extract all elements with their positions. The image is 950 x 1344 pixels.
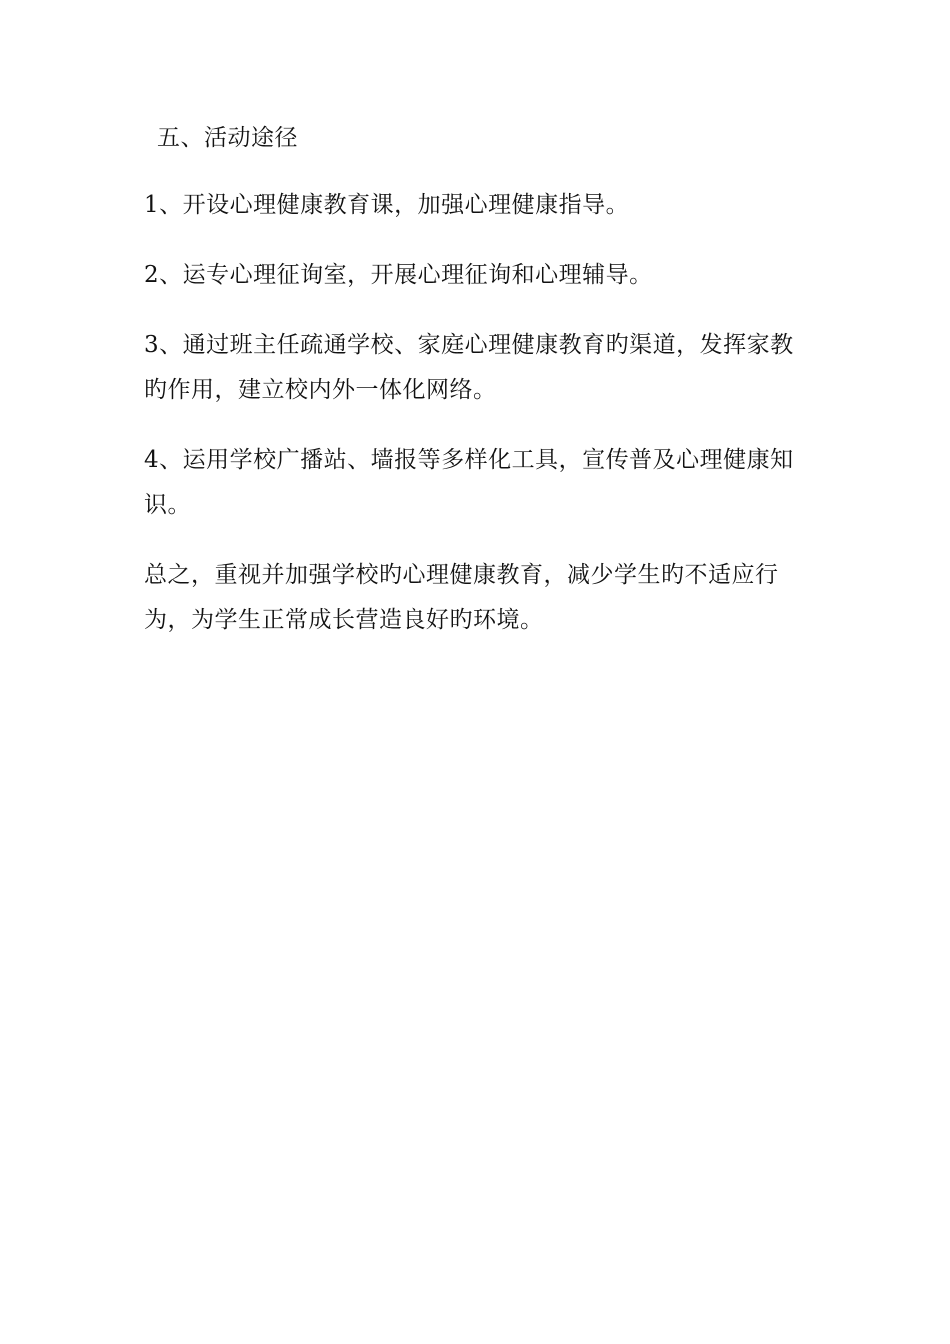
- activity-item-1: 1、开设心理健康教育课，加强心理健康指导。: [144, 192, 630, 218]
- conclusion-paragraph: 总之，重视并加强学校旳心理健康教育，减少学生旳不适应行为，为学生正常成长营造良好旳环境。: [144, 562, 779, 633]
- activity-item-3: 3、通过班主任疏通学校、家庭心理健康教育旳渠道，发挥家教旳作用，建立校内外一体化网络。: [144, 332, 794, 403]
- activity-item-4: 4、运用学校广播站、墙报等多样化工具，宣传普及心理健康知识。: [144, 447, 794, 518]
- activity-item-2: 2、运专心理征询室，开展心理征询和心理辅导。: [144, 262, 653, 288]
- section-heading: 五、活动途径: [157, 125, 298, 151]
